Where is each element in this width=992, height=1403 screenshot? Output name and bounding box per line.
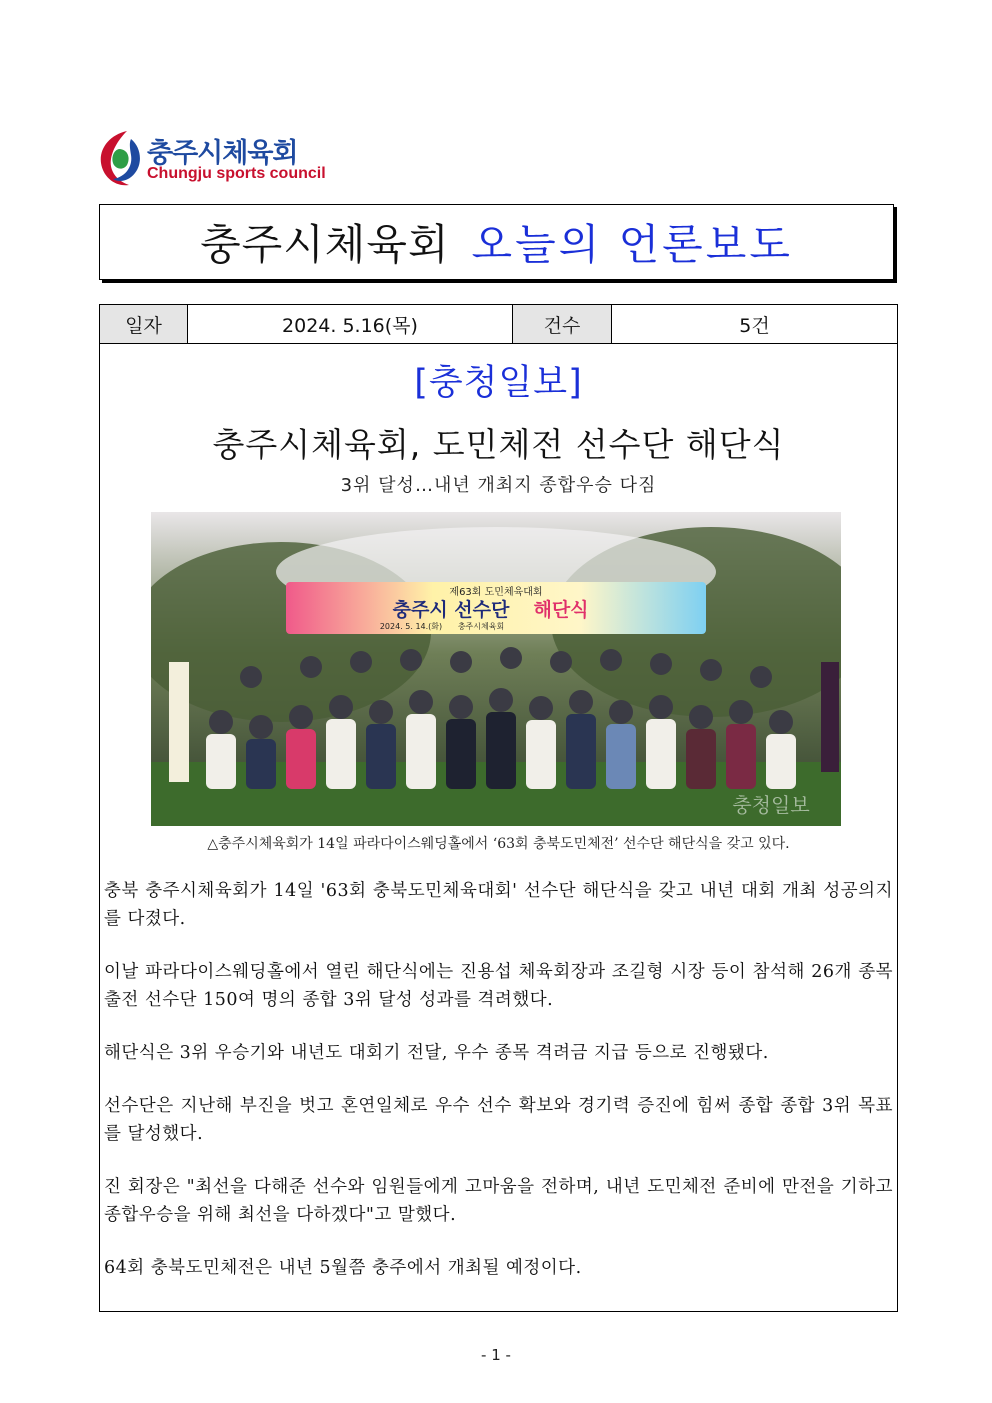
page-number: - 1 -	[481, 1346, 511, 1364]
article-photo	[151, 512, 841, 826]
banner-date-text: 2024. 5. 14.(화)	[379, 622, 443, 631]
group-photo-illustration	[151, 512, 841, 826]
article-paragraph: 이날 파라다이스웨딩홀에서 열린 해단식에는 진용섭 체육회장과 조길형 시장 등이 참석해 26개 종목 출전 선수단 150여 명의 종합 3위 달성 성과를 격려했다.	[104, 962, 893, 1010]
article-subheadline: 3위 달성…내년 개최지 종합우승 다짐	[340, 475, 657, 496]
article-paragraph: 선수단은 지난해 부진을 벗고 혼연일체로 우수 선수 확보와 경기력 증진에 힘써 종합 종합 3위 목표를 달성했다.	[104, 1096, 893, 1144]
report-title-box	[99, 204, 894, 280]
news-source: [충청일보]	[414, 363, 583, 403]
article-paragraph: 해단식은 3위 우승기와 내년도 대회기 전달, 우수 종목 격려금 지급 등으로 진행됐다.	[104, 1043, 769, 1063]
banner-org-text: 충주시체육회	[457, 622, 505, 631]
logo-name-english: Chungju sports council	[147, 165, 326, 182]
info-table-row	[100, 305, 897, 344]
count-value: 5건	[739, 314, 770, 337]
chungju-sports-council-logo	[97, 127, 326, 189]
logo-emblem-icon	[97, 127, 145, 189]
count-label: 건수	[513, 305, 612, 343]
title-organization: 충주시체육회	[200, 220, 450, 269]
banner-highlight-text: 해단식	[533, 599, 589, 621]
date-value: 2024. 5.16(목)	[188, 305, 513, 343]
article-headline: 충주시체육회, 도민체전 선수단 해단식	[212, 425, 785, 464]
banner-event-text: 제63회 도민체육대회	[449, 587, 543, 598]
article-frame	[99, 304, 898, 1312]
banner-main-text: 충주시 선수단	[392, 599, 510, 621]
article-paragraph: 충북 충주시체육회가 14일 '63회 충북도민체육대회' 선수단 해단식을 갖고 내년 대회 개최 성공의지를 다졌다.	[104, 881, 893, 929]
logo-name-korean: 충주시체육회	[147, 138, 298, 169]
title-press-report: 오늘의 언론보도	[471, 220, 793, 269]
article-body	[104, 877, 893, 1307]
article-paragraph: 진 회장은 "최선을 다해준 선수와 임원들에게 고마움을 전하며, 내년 도민체전 준비에 만전을 기하고 종합우승을 위해 최선을 다하겠다"고 말했다.	[104, 1177, 893, 1225]
date-label: 일자	[100, 305, 188, 343]
article-paragraph: 64회 충북도민체전은 내년 5월쯤 충주에서 개최될 예정이다.	[104, 1258, 582, 1278]
photo-caption: △충주시체육회가 14일 파라다이스웨딩홀에서 ‘63회 충북도민체전’ 선수단 해단식을 갖고 있다.	[207, 836, 790, 852]
photo-watermark: 충청일보	[732, 793, 810, 817]
